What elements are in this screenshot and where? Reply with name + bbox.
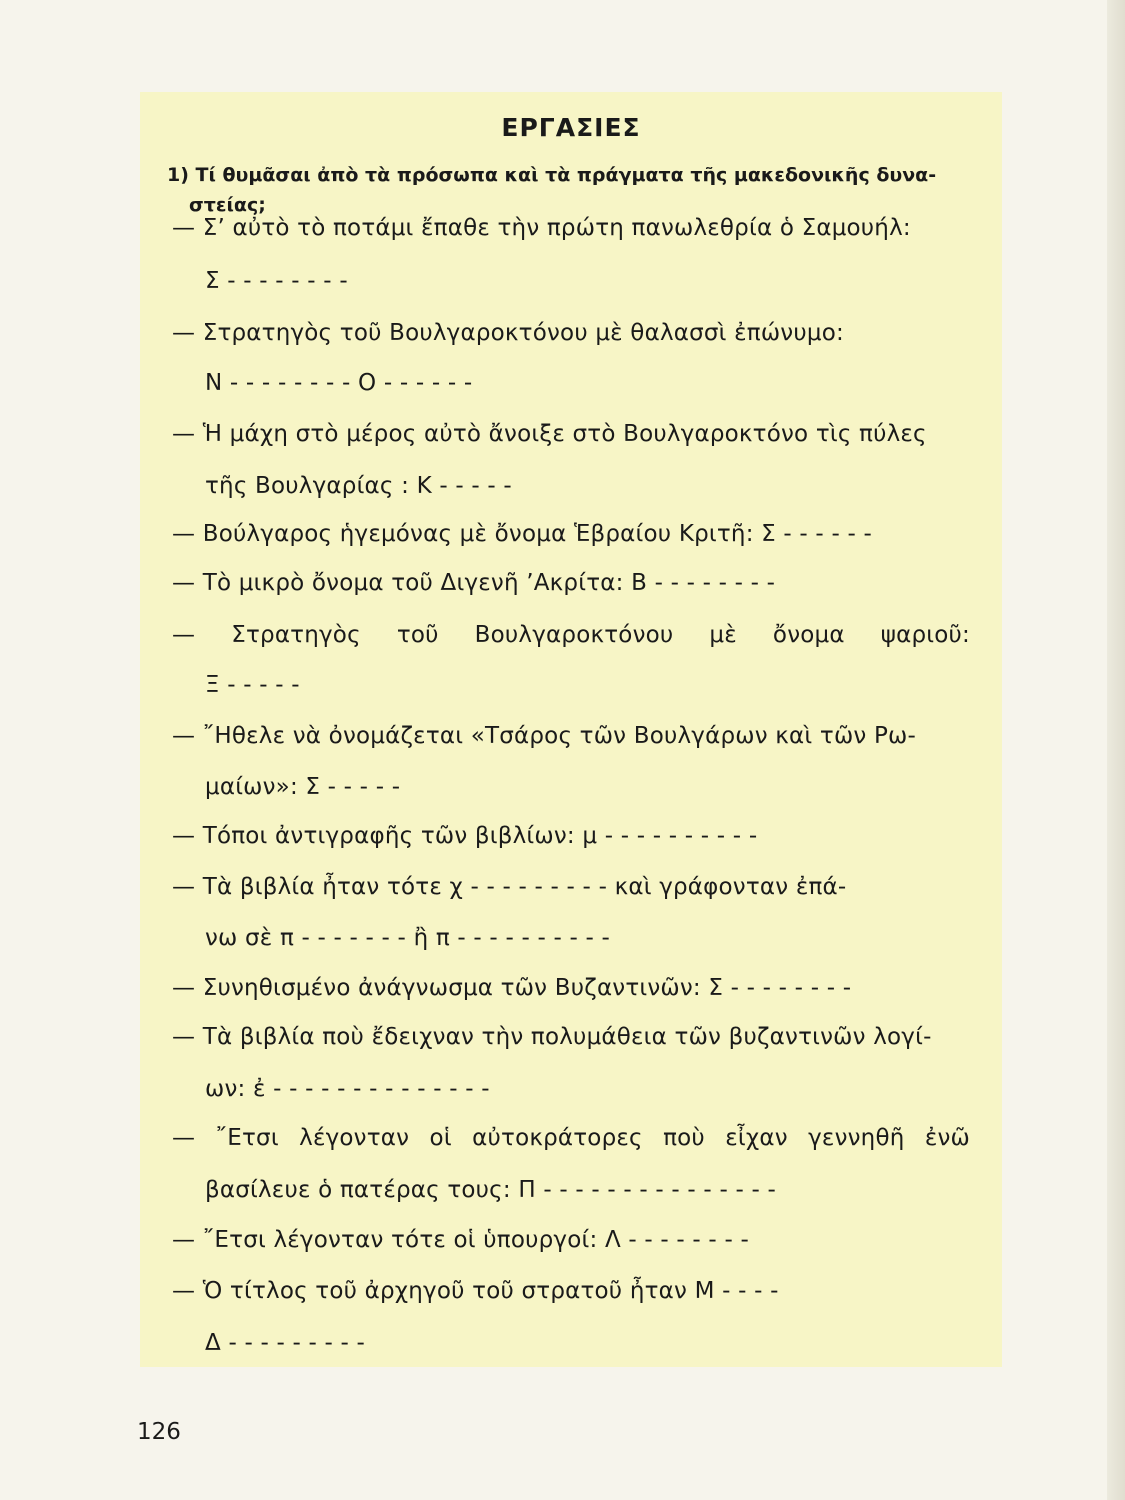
answer-blank: νω σὲ π - - - - - - - ἢ π - - - - - - - - - - — [205, 925, 611, 951]
exercise-line: — ῎Ετσι λέγονταν οἱ αὐτοκράτορες ποὺ εἶχαν γεννηθῆ ἐνῶ — [172, 1125, 970, 1151]
exercise-line: — ῎Ετσι λέγονταν τότε οἱ ὑπουργοί: Λ - - - - - - - - — [172, 1227, 749, 1253]
question-line: 1) Τί θυμᾶσαι ἀπὸ τὰ πρόσωπα καὶ τὰ πράγματα τῆς μακεδονικῆς δυνα- — [167, 164, 937, 186]
exercise-line: — Τὸ μικρὸ ὄνομα τοῦ Διγενῆ ’Ακρίτα: Β - - - - - - - - — [172, 570, 776, 596]
answer-blank: Σ - - - - - - - - — [205, 268, 348, 294]
exercise-line: — Τὰ βιβλία ἦταν τότε χ - - - - - - - - - καὶ γράφονταν ἐπά- — [172, 874, 847, 900]
question-line: στείας; — [189, 194, 266, 216]
answer-blank: μαίων»: Σ - - - - - — [205, 774, 401, 800]
answer-blank: Δ - - - - - - - - - — [205, 1330, 366, 1356]
exercise-line: — Ὁ τίτλος τοῦ ἀρχηγοῦ τοῦ στρατοῦ ἦταν Μ - - - - — [172, 1278, 779, 1304]
page-title: ΕΡΓΑΣΙΕΣ — [501, 113, 641, 142]
answer-blank: Ν - - - - - - - - Ο - - - - - - — [205, 370, 473, 396]
exercise-line: — Συνηθισμένο ἀνάγνωσμα τῶν Βυζαντινῶν: Σ - - - - - - - - — [172, 975, 852, 1001]
answer-blank: τῆς Βουλγαρίας : Κ - - - - - — [205, 473, 512, 499]
exercise-line: — Βούλγαρος ἡγεμόνας μὲ ὄνομα Ἑβραίου Κριτῆ: Σ - - - - - - — [172, 521, 872, 547]
question-heading — [167, 160, 979, 220]
exercise-line: — Σ’ αὐτὸ τὸ ποτάμι ἔπαθε τὴν πρώτη πανωλεθρία ὁ Σαμουήλ: — [172, 215, 911, 241]
page-number: 126 — [137, 1419, 181, 1445]
exercise-line: — Ἡ μάχη στὸ μέρος αὐτὸ ἄνοιξε στὸ Βουλγαροκτόνο τὶς πύλες — [172, 421, 927, 447]
answer-blank: βασίλευε ὁ πατέρας τους: Π - - - - - - - - - - - - - - - — [205, 1177, 776, 1203]
exercise-line: — Στρατηγὸς τοῦ Βουλγαροκτόνου μὲ θαλασσὶ ἐπώνυμο: — [172, 320, 844, 346]
exercise-line: — ῎Ηθελε νὰ ὀνομάζεται «Τσάρος τῶν Βουλγάρων καὶ τῶν Ρω- — [172, 723, 916, 749]
exercise-line: — Τὰ βιβλία ποὺ ἔδειχναν τὴν πολυμάθεια τῶν βυζαντινῶν λογί- — [172, 1024, 932, 1050]
page-edge — [1107, 0, 1125, 1500]
answer-blank: Ξ - - - - - — [205, 672, 300, 698]
exercise-line: — Στρατηγὸς τοῦ Βουλγαροκτόνου μὲ ὄνομα ψαριοῦ: — [172, 622, 970, 648]
exercise-line: — Τόποι ἀντιγραφῆς τῶν βιβλίων: μ - - - - - - - - - - — [172, 823, 758, 849]
answer-blank: ων: ἐ - - - - - - - - - - - - - - — [205, 1076, 490, 1102]
